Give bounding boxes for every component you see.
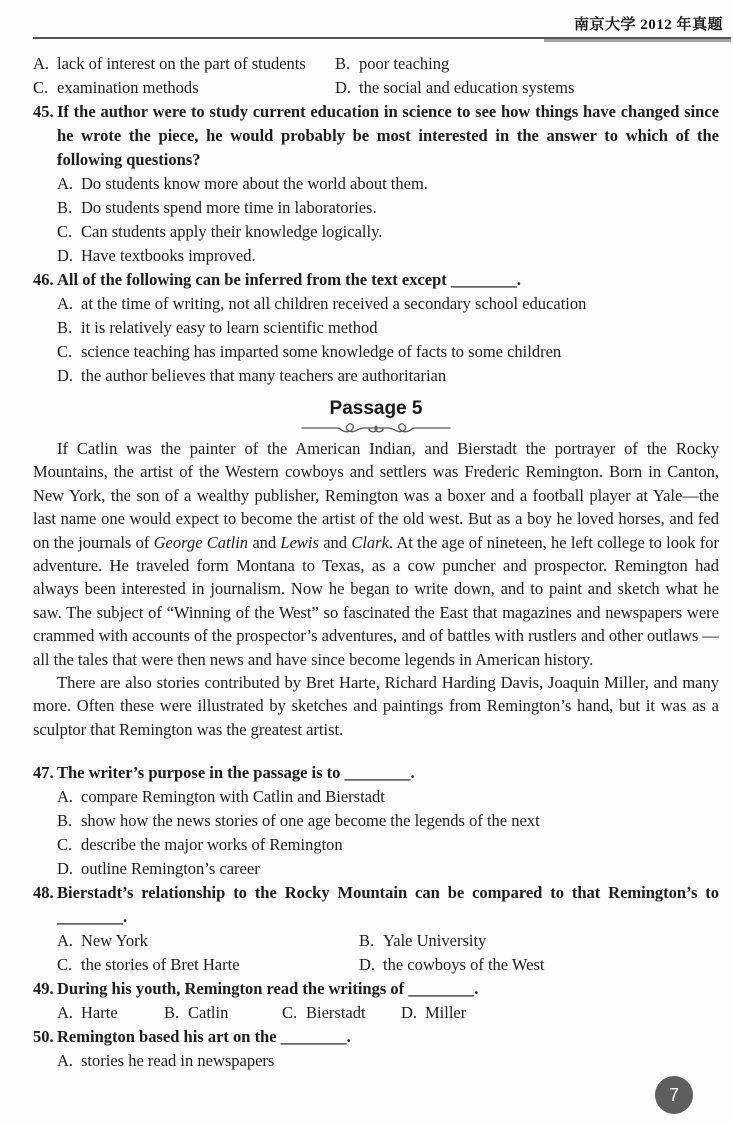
passage-paragraph-2: There are also stories contributed by Bret Harte, Richard Harding Davis, Joaquin Miller, and many more. Often these were illustrated by sketches and paintings from Remington’s hand, but it was as a sculptor that Remington was the greatest artist.: [33, 673, 719, 739]
option-45-a: [57, 172, 719, 196]
option-45-d: [57, 244, 719, 268]
option-letter: C.: [282, 1003, 298, 1023]
option-letter: C.: [57, 342, 73, 361]
option-text: describe the major works of Remington: [81, 835, 343, 855]
option-letter: A.: [57, 174, 74, 193]
question-48-head: [33, 881, 719, 929]
option-text: Catlin: [188, 1003, 229, 1023]
passage-title: Passage 5: [329, 398, 423, 419]
question-45-number: 45.: [33, 102, 54, 121]
question-47-head: [33, 761, 719, 785]
option-letter: C.: [57, 955, 73, 975]
passage-header: [33, 397, 719, 435]
option-letter: D.: [57, 366, 74, 385]
option-text: show how the news stories of one age become the legends of the next: [81, 811, 540, 831]
option-letter: A.: [57, 931, 74, 951]
option-letter: C.: [57, 222, 73, 241]
question-50-stem: Remington based his art on the ________.: [57, 1027, 351, 1047]
question-48-stem: Bierstadt’s relationship to the Rocky Mountain can be compared to that Remington’s to ________.: [57, 883, 719, 927]
option-text: the social and education systems: [359, 78, 575, 97]
question-50: [33, 1025, 719, 1073]
option-text: the author believes that many teachers are authoritarian: [81, 366, 447, 385]
option-text: the cowboys of the West: [383, 955, 545, 975]
option-letter: B.: [57, 198, 73, 217]
option-text: New York: [81, 931, 148, 951]
option-text: stories he read in newspapers: [81, 1051, 275, 1071]
page-number-badge: [655, 1076, 693, 1114]
question-49: [33, 977, 719, 1025]
italic-run: Clark: [351, 532, 389, 552]
option-47-c: [57, 833, 719, 857]
option-44-b: [335, 52, 719, 76]
question-45-stem: If the author were to study current education in science to see how things have changed since he wrote the piece, he would probably be most interested in the answer to which of the following questions?: [57, 102, 719, 169]
option-letter: B.: [164, 1003, 180, 1023]
question-45-options: [57, 172, 719, 268]
question-46-stem: All of the following can be inferred from the text except ________.: [57, 270, 522, 289]
option-47-d: [57, 857, 719, 881]
option-letter: D.: [359, 955, 376, 975]
option-text: outline Remington’s career: [81, 859, 260, 879]
passage-paragraph-1: [33, 437, 719, 671]
option-text: Miller: [425, 1003, 467, 1023]
option-45-b: [57, 196, 719, 220]
option-48-a: [57, 929, 359, 953]
option-44-d: [335, 76, 719, 100]
question-46-head: [33, 268, 719, 292]
option-text: lack of interest on the part of students: [57, 54, 306, 73]
header-rule: [33, 37, 731, 39]
option-48-c: [57, 953, 359, 977]
question-45-head: [33, 100, 719, 172]
flourish-ornament: [301, 419, 451, 435]
option-47-a: [57, 785, 719, 809]
question-49-stem: During his youth, Remington read the writings of ________.: [57, 979, 479, 999]
question-44-options: [33, 52, 719, 100]
option-letter: C.: [33, 78, 49, 97]
option-text: Do students spend more time in laboratories.: [81, 198, 377, 217]
option-letter: B.: [57, 318, 73, 337]
question-46: [33, 268, 719, 388]
paragraph-run: and: [248, 532, 281, 552]
option-44-a: [33, 52, 335, 76]
question-49-options: [57, 1001, 719, 1025]
option-48-d: [359, 953, 719, 977]
question-48-number: 48.: [33, 883, 54, 903]
question-47: [33, 761, 719, 881]
question-46-number: 46.: [33, 270, 54, 289]
question-46-options: [57, 292, 719, 388]
option-letter: A.: [33, 54, 50, 73]
paragraph-run: and: [318, 532, 352, 552]
option-48-b: [359, 929, 719, 953]
option-letter: A.: [57, 1003, 74, 1023]
option-letter: D.: [57, 859, 74, 879]
question-47-options: [57, 785, 719, 881]
option-49-d: [401, 1001, 719, 1025]
option-text: Can students apply their knowledge logically.: [81, 222, 383, 241]
option-49-c: [282, 1001, 401, 1025]
paragraph-run: If Catlin was the painter of the American Indian, and Bierstadt the portrayer of the Rocky Mountains, the artist of the Western cowboys and settlers was Frederic Remington. Born in Canton, New York, the son of a wealthy publisher, Remington was a boxer and a football player at Yale—the last name one would expect to become the artist of the old west. But as a boy he loved horses, and fed on the journals of: [33, 439, 719, 552]
header-title: 南京大学 2012 年真题: [573, 17, 723, 33]
option-46-c: [57, 340, 719, 364]
option-text: Bierstadt: [306, 1003, 366, 1023]
question-50-options: [57, 1049, 719, 1073]
option-letter: D.: [401, 1003, 418, 1023]
italic-run: George Catlin: [153, 532, 249, 552]
option-text: at the time of writing, not all children received a secondary school education: [81, 294, 587, 313]
option-letter: A.: [57, 294, 74, 313]
option-letter: B.: [57, 811, 73, 831]
question-49-head: [33, 977, 719, 1001]
option-text: Harte: [81, 1003, 118, 1023]
option-letter: D.: [57, 246, 74, 265]
italic-run: Lewis: [280, 532, 319, 552]
option-text: Yale University: [383, 931, 487, 951]
option-letter: C.: [57, 835, 73, 855]
question-50-number: 50.: [33, 1027, 54, 1047]
question-47-stem: The writer’s purpose in the passage is to ________.: [57, 763, 415, 783]
option-text: Do students know more about the world about them.: [81, 174, 428, 193]
option-letter: B.: [359, 931, 375, 951]
option-46-a: [57, 292, 719, 316]
option-text: compare Remington with Catlin and Bierstadt: [81, 787, 385, 807]
option-46-d: [57, 364, 719, 388]
option-49-b: [164, 1001, 282, 1025]
option-47-b: [57, 809, 719, 833]
option-letter: D.: [335, 78, 352, 97]
option-letter: A.: [57, 787, 74, 807]
question-47-number: 47.: [33, 763, 54, 783]
option-letter: A.: [57, 1051, 74, 1071]
question-45: [33, 100, 719, 268]
option-text: science teaching has imparted some knowledge of facts to some children: [81, 342, 562, 361]
page-content: [33, 52, 719, 1073]
option-44-c: [33, 76, 335, 100]
option-text: examination methods: [57, 78, 199, 97]
question-50-head: [33, 1025, 719, 1049]
question-49-number: 49.: [33, 979, 54, 999]
option-text: the stories of Bret Harte: [81, 955, 240, 975]
paragraph-run: . At the age of nineteen, he left college to look for adventure. He traveled form Montana to Texas, as a cow puncher and prospector. Remington had always been interested in journalism. Now he began to write down, and to paint and sketch what he saw. The subject of “Winning of the West” so fascinated the East that magazines and newspapers were crammed with accounts of the prospector’s adventures, and of battles with rustlers and other outlaws — all the tales that were then news and have since become legends in American history.: [33, 532, 720, 669]
option-text: Have textbooks improved.: [81, 246, 256, 265]
option-49-a: [57, 1001, 164, 1025]
option-text: poor teaching: [359, 54, 450, 73]
option-letter: B.: [335, 54, 351, 73]
option-46-b: [57, 316, 719, 340]
option-text: it is relatively easy to learn scientific method: [81, 318, 378, 337]
option-50-a: [57, 1049, 719, 1073]
page-number: 7: [668, 1084, 679, 1105]
question-48-options: [57, 929, 719, 977]
option-45-c: [57, 220, 719, 244]
question-48: [33, 881, 719, 977]
